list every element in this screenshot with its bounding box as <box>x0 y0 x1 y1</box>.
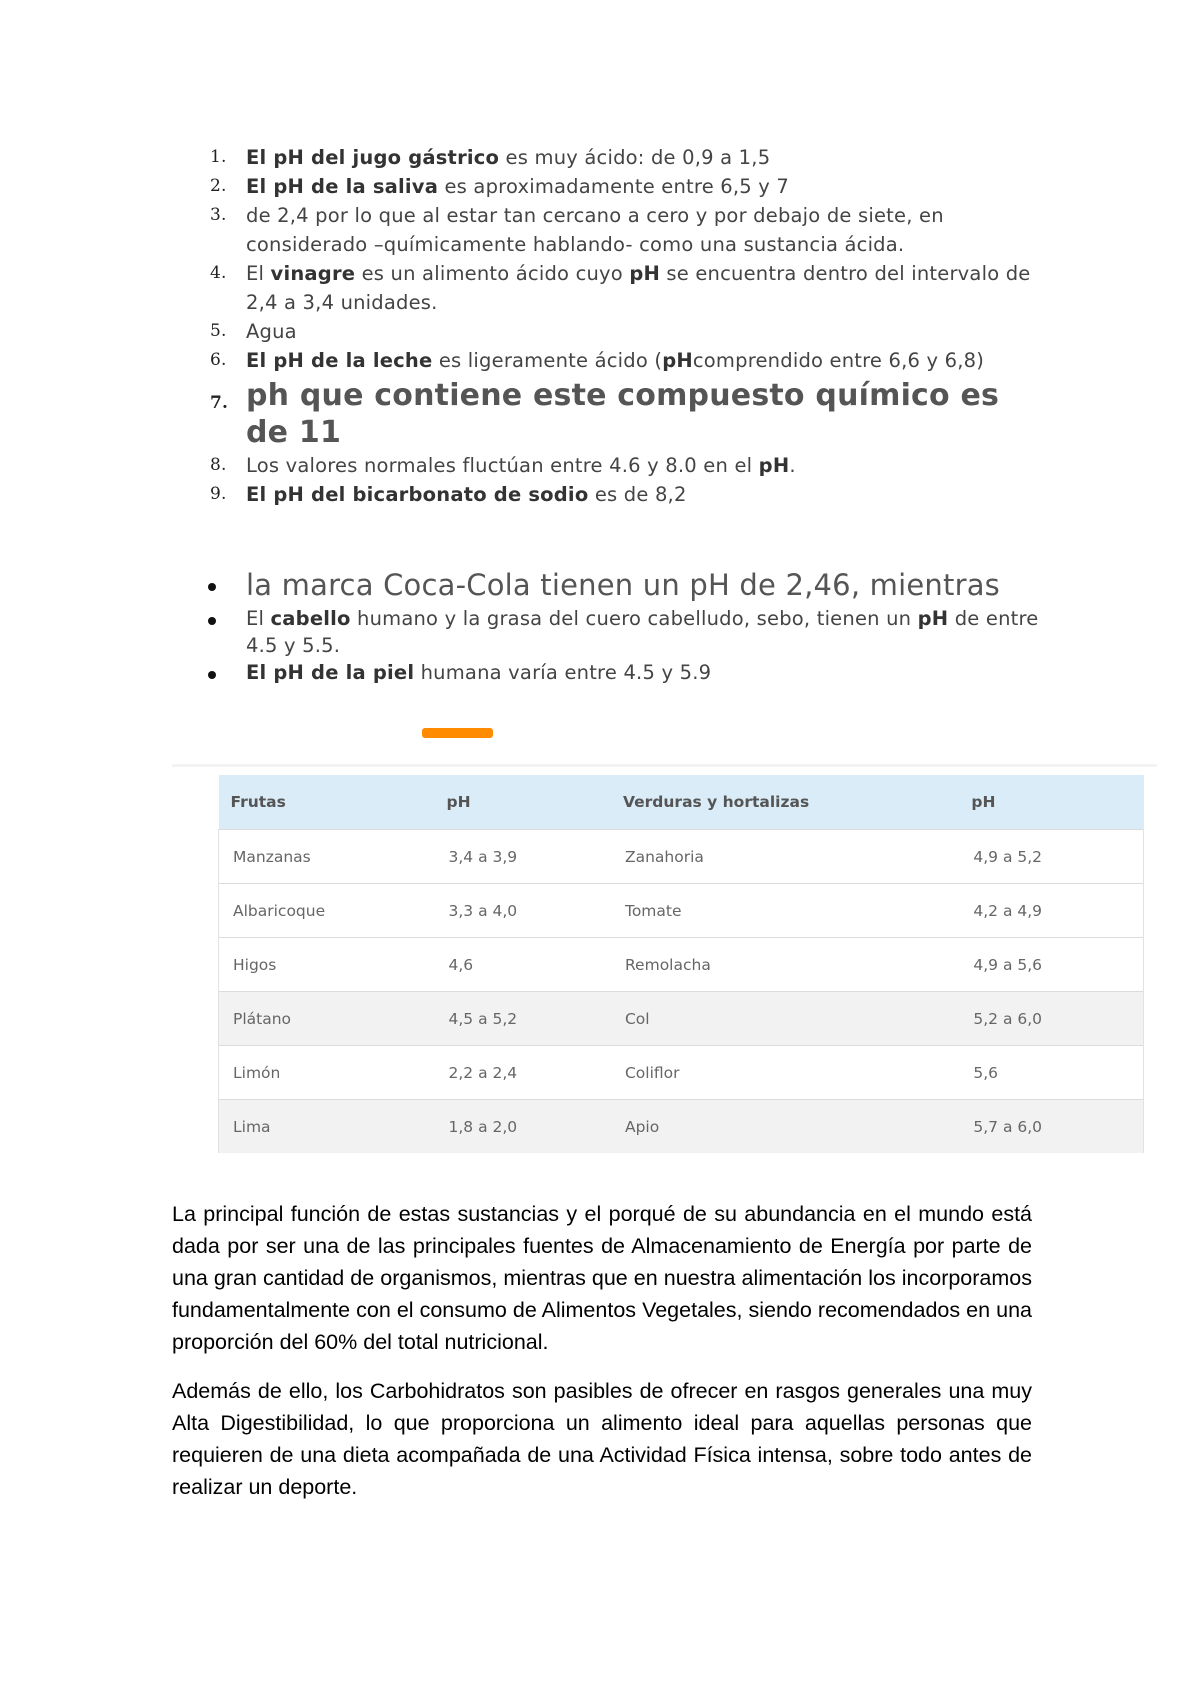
bold-text: El pH de la saliva <box>246 175 439 198</box>
table-cell: 3,3 a 4,0 <box>435 884 611 938</box>
bullet-dot-icon <box>208 671 216 679</box>
text-run: El <box>246 607 271 630</box>
table-cell: Albaricoque <box>219 884 435 938</box>
list-item <box>200 172 1040 201</box>
table-row <box>219 1100 1144 1154</box>
list-number: 2. <box>210 176 227 196</box>
table-cell: 4,5 a 5,2 <box>435 992 611 1046</box>
table-cell: Tomate <box>611 884 959 938</box>
ph-ordered-list <box>200 143 1040 509</box>
text-run: . <box>789 454 796 477</box>
bullet-item <box>200 565 1040 605</box>
list-number: 3. <box>210 205 227 225</box>
table-cell: Col <box>611 992 959 1046</box>
text-run: El <box>246 262 271 285</box>
text-run: es muy ácido: de 0,9 a 1,5 <box>499 146 771 169</box>
ph-bullet-list <box>200 565 1040 686</box>
list-number: 9. <box>210 484 227 504</box>
list-number: 5. <box>210 321 227 341</box>
table-cell: 5,7 a 6,0 <box>959 1100 1143 1154</box>
table-cell: 5,6 <box>959 1046 1143 1100</box>
paragraph-carbohidratos-digestibilidad: Además de ello, los Carbohidratos son pasibles de ofrecer en rasgos generales una muy Alta Digestibilidad, lo que proporciona un alimento ideal para aquellas personas que requieren de una dieta acompañada de una Actividad Física intensa, sobre todo antes de realizar un deporte. <box>172 1379 1032 1499</box>
text-run: es aproximadamente entre 6,5 y 7 <box>438 175 790 198</box>
table-cell: 4,2 a 4,9 <box>959 884 1143 938</box>
text-run: se encuentra dentro del intervalo de 2,4 a 3,4 unidades. <box>246 262 1031 314</box>
header-frutas: Frutas <box>219 775 435 830</box>
table-row <box>219 884 1144 938</box>
text-run: ph que contiene este compuesto químico es de 11 <box>246 378 1000 450</box>
text-run: la marca Coca-Cola tienen un pH de 2,46, mientras <box>246 568 1000 602</box>
table-cell: 1,8 a 2,0 <box>435 1100 611 1154</box>
ph-table <box>218 775 1144 1153</box>
table-cell: 3,4 a 3,9 <box>435 830 611 884</box>
list-item <box>200 451 1040 480</box>
bullet-dot-icon <box>208 617 216 625</box>
text-run: de 2,4 por lo que al estar tan cercano a cero y por debajo de siete, en considerado –químicamente hablando- como una sustancia ácida. <box>246 204 944 256</box>
table-cell: 4,9 a 5,2 <box>959 830 1143 884</box>
list-item <box>200 143 1040 172</box>
separator-line <box>172 764 1157 767</box>
table-row <box>219 830 1144 884</box>
bullet-dot-icon <box>208 583 216 591</box>
table-cell: Manzanas <box>219 830 435 884</box>
table-row <box>219 992 1144 1046</box>
table-cell: 2,2 a 2,4 <box>435 1046 611 1100</box>
table-cell: Remolacha <box>611 938 959 992</box>
bullet-item <box>200 659 1040 686</box>
table-cell: Higos <box>219 938 435 992</box>
list-number: 4. <box>210 263 227 283</box>
table-cell: 5,2 a 6,0 <box>959 992 1143 1046</box>
list-number: 7. <box>210 393 229 413</box>
bullet-item <box>200 605 1040 659</box>
list-item <box>200 346 1040 375</box>
table-cell: Apio <box>611 1100 959 1154</box>
bold-text: pH <box>758 454 790 477</box>
bold-text: El pH de la leche <box>246 349 433 372</box>
table-header-row <box>219 775 1144 830</box>
table-row <box>219 1046 1144 1100</box>
list-number: 8. <box>210 455 227 475</box>
table-cell: 4,6 <box>435 938 611 992</box>
header-ph-frutas: pH <box>435 775 611 830</box>
bold-text: vinagre <box>270 262 356 285</box>
text-run: Los valores normales fluctúan entre 4.6 y 8.0 en el <box>246 454 759 477</box>
bold-text: El pH de la piel <box>246 661 415 684</box>
bold-text: pH <box>629 262 660 285</box>
bold-text: cabello <box>270 607 351 630</box>
list-item <box>200 259 1040 317</box>
list-number: 6. <box>210 350 227 370</box>
list-item <box>200 480 1040 509</box>
table-row <box>219 938 1144 992</box>
text-run: es de 8,2 <box>588 483 687 506</box>
table-cell: 4,9 a 5,6 <box>959 938 1143 992</box>
table-cell: Plátano <box>219 992 435 1046</box>
text-run: comprendido entre 6,6 y 6,8) <box>692 349 985 372</box>
text-run: es ligeramente ácido ( <box>432 349 663 372</box>
bold-text: El pH del jugo gástrico <box>246 146 500 169</box>
list-item <box>200 201 1040 259</box>
list-item <box>200 317 1040 346</box>
text-run: humana varía entre 4.5 y 5.9 <box>414 661 712 684</box>
text-run: es un alimento ácido cuyo <box>355 262 630 285</box>
text-run: Agua <box>246 320 297 343</box>
orange-accent-bar <box>422 728 493 738</box>
bold-text: pH <box>917 607 949 630</box>
bold-text: pH <box>662 349 693 372</box>
header-verduras: Verduras y hortalizas <box>611 775 959 830</box>
header-ph-verduras: pH <box>959 775 1143 830</box>
bold-text: El pH del bicarbonato de sodio <box>246 483 589 506</box>
text-run: humano y la grasa del cuero cabelludo, sebo, tienen un <box>350 607 918 630</box>
table-cell: Limón <box>219 1046 435 1100</box>
table-cell: Lima <box>219 1100 435 1154</box>
list-number: 1. <box>210 147 227 167</box>
list-item <box>200 375 1040 451</box>
text-run: de entre 4.5 y 5.5. <box>246 607 1039 657</box>
table-cell: Coliflor <box>611 1046 959 1100</box>
table-cell: Zanahoria <box>611 830 959 884</box>
paragraph-carbohidratos-funcion: La principal función de estas sustancias y el porqué de su abundancia en el mundo está dada por ser una de las principales fuentes de Almacenamiento de Energía por parte de una gran cantidad de organismos, mientras que en nuestra alimentación los incorporamos fundamentalmente con el consumo de Alimentos Vegetales, siendo recomendados en una proporción del 60% del total nutricional. <box>172 1202 1032 1354</box>
